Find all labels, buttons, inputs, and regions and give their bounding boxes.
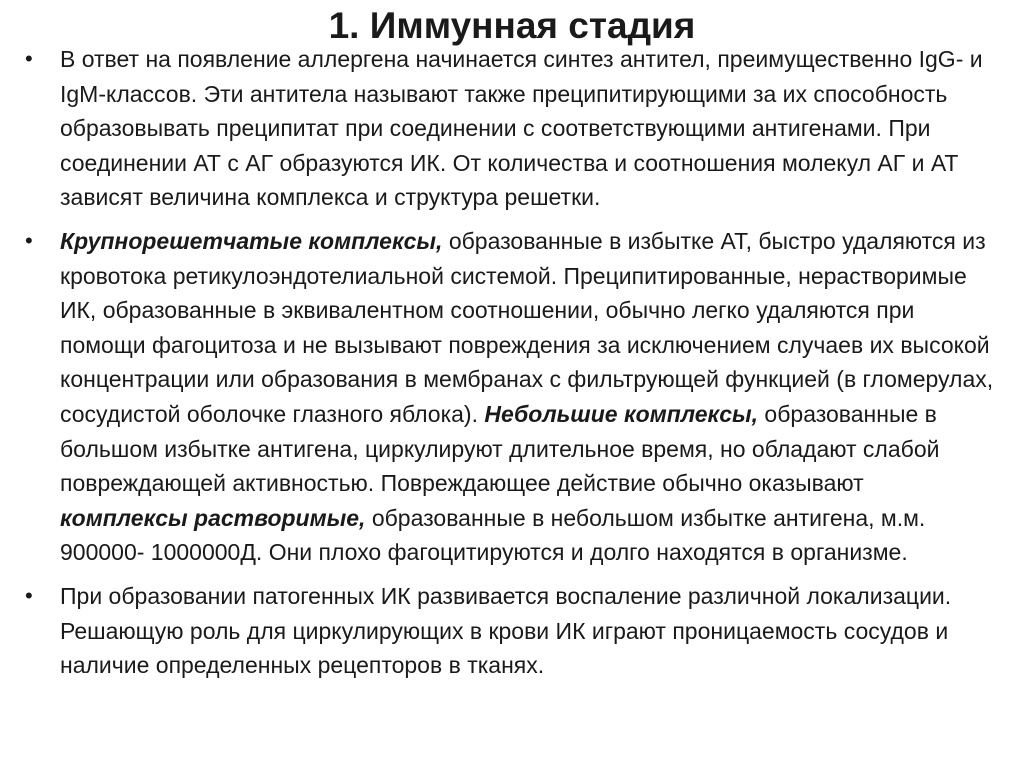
bullet-list xyxy=(0,42,1024,692)
bullet-text: образованные в небольшом избытке антигена, м.м. 900000- 1000000Д. Они плохо фагоцитируются и долго находятся в организме. xyxy=(60,504,926,566)
bullet-item-1 xyxy=(0,42,1024,215)
highlight-soluble-complexes: комплексы растворимые, xyxy=(60,504,366,531)
bullet-text: образованные в избытке АТ, быстро удаляются из кровотока ретикулоэндотелиальной системой. Преципитированные, нерастворимые ИК, образованные в эквивалентном соотношении, обычно легко удаляются при помощи фагоцитоза и не вызывают повреждения за исключением случаев их высокой концентрации или образования в мембранах с фильтрующей функцией (в гломерулах, сосудистой оболочке глазного яблока). xyxy=(60,227,994,427)
highlight-small-complexes: Небольшие комплексы, xyxy=(484,400,759,427)
bullet-item-2 xyxy=(0,224,1024,570)
bullet-text: образованные в большом избытке антигена, циркулируют длительное время, но обладают слабой повреждающей активностью. Повреждающее действие обычно оказывают xyxy=(60,400,940,497)
slide-title: 1. Иммунная стадия xyxy=(328,5,696,46)
bullet-dot-icon: • xyxy=(25,582,33,608)
highlight-large-complexes: Крупнорешетчатые комплексы, xyxy=(60,227,443,254)
bullet-dot-icon: • xyxy=(25,46,33,71)
bullet-dot-icon: • xyxy=(25,227,33,253)
bullet-item-3 xyxy=(0,579,1024,683)
bullet-text: При образовании патогенных ИК развивается воспаление различной локализации. Решающую роль для циркулирующих в крови ИК играют проницаемость сосудов и наличие определенных рецепторов в тканях. xyxy=(60,582,952,679)
bullet-text: В ответ на появление аллергена начинается синтез антител, преимущественно IgG- и IgM-классов. Эти антитела называют также преципитирующими за их способность образовывать преципитат при соединении с соответствующими антигенами. При соединении АТ с АГ образуются ИК. От количества и соотношения молекул АГ и АТ зависят величина комплекса и структура решетки. xyxy=(60,46,983,211)
